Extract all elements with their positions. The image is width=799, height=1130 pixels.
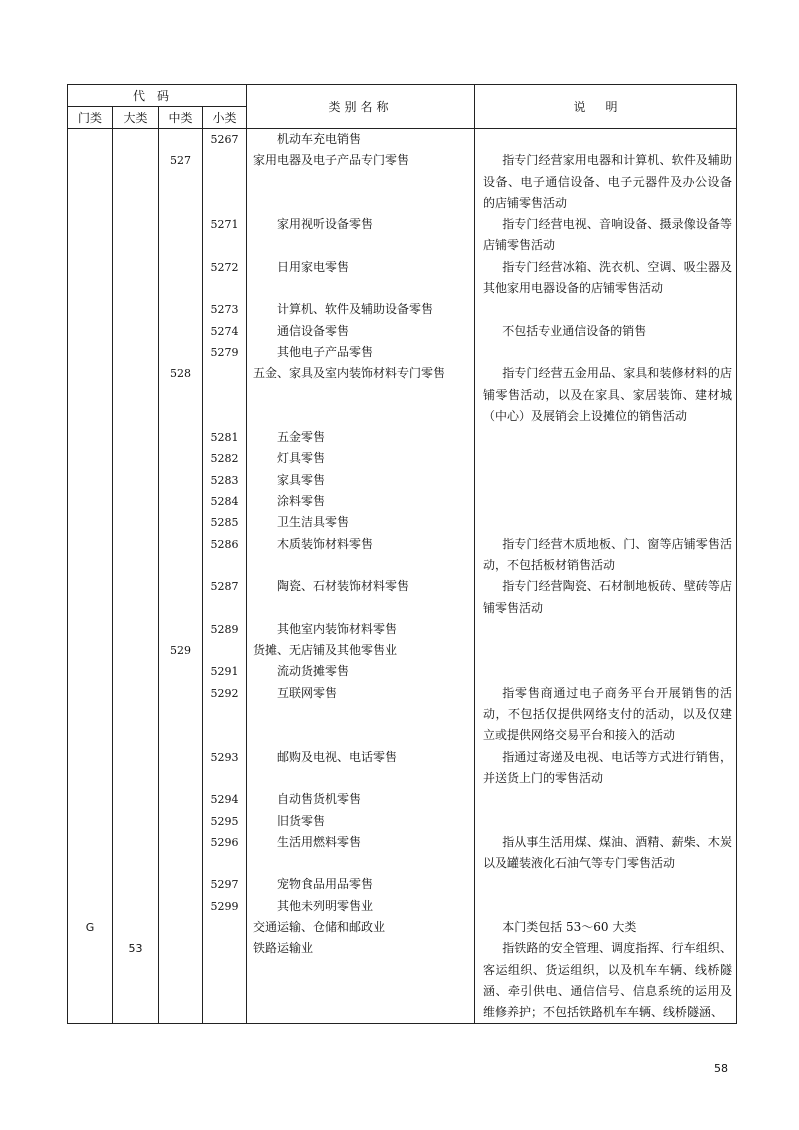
code-men bbox=[68, 342, 113, 363]
code-zhong: 528 bbox=[159, 363, 203, 427]
code-da bbox=[113, 150, 159, 214]
code-da bbox=[113, 811, 159, 832]
code-zhong bbox=[159, 747, 203, 790]
code-men bbox=[68, 470, 113, 491]
code-da bbox=[113, 512, 159, 533]
code-xiao: 5289 bbox=[203, 619, 247, 640]
code-zhong: 529 bbox=[159, 640, 203, 661]
code-da bbox=[113, 683, 159, 747]
code-men bbox=[68, 321, 113, 342]
code-xiao: 5291 bbox=[203, 661, 247, 682]
code-zhong bbox=[159, 299, 203, 320]
category-name: 灯具零售 bbox=[247, 448, 475, 469]
description-text: 指零售商通过电子商务平台开展销售的活动，不包括仅提供网络支付的活动，以及仅建立或提供网络交易平台和接入的活动 bbox=[483, 685, 733, 743]
category-description bbox=[475, 342, 737, 363]
code-da bbox=[113, 257, 159, 300]
category-description bbox=[475, 640, 737, 661]
category-description bbox=[475, 363, 737, 427]
code-zhong bbox=[159, 576, 203, 619]
category-name: 生活用燃料零售 bbox=[247, 832, 475, 875]
table-row bbox=[68, 640, 737, 661]
category-name: 机动车充电销售 bbox=[247, 129, 475, 151]
description-text: 指专门经营五金用品、家具和装修材料的店铺零售活动，以及在家具、家居装饰、建材城（中心）及展销会上设摊位的销售活动 bbox=[483, 366, 733, 423]
code-men bbox=[68, 576, 113, 619]
table-row bbox=[68, 896, 737, 917]
header-da: 大类 bbox=[113, 107, 159, 129]
table-header bbox=[68, 85, 737, 129]
code-xiao: 5279 bbox=[203, 342, 247, 363]
code-xiao: 5295 bbox=[203, 811, 247, 832]
code-zhong bbox=[159, 917, 203, 938]
code-xiao: 5297 bbox=[203, 874, 247, 895]
header-code: 代码 bbox=[68, 85, 247, 107]
code-zhong bbox=[159, 811, 203, 832]
category-description bbox=[475, 938, 737, 1024]
code-zhong bbox=[159, 470, 203, 491]
code-da bbox=[113, 470, 159, 491]
category-name: 铁路运输业 bbox=[247, 938, 475, 1024]
table-row bbox=[68, 874, 737, 895]
header-zhong: 中类 bbox=[159, 107, 203, 129]
table-row bbox=[68, 299, 737, 320]
code-da: 53 bbox=[113, 938, 159, 1024]
category-name: 自动售货机零售 bbox=[247, 789, 475, 810]
code-men bbox=[68, 874, 113, 895]
code-da bbox=[113, 214, 159, 257]
code-zhong: 527 bbox=[159, 150, 203, 214]
code-xiao: 5282 bbox=[203, 448, 247, 469]
code-da bbox=[113, 619, 159, 640]
code-zhong bbox=[159, 661, 203, 682]
code-men bbox=[68, 299, 113, 320]
code-xiao: 5281 bbox=[203, 427, 247, 448]
category-description bbox=[475, 576, 737, 619]
code-da bbox=[113, 576, 159, 619]
category-name: 其他未列明零售业 bbox=[247, 896, 475, 917]
header-xiao: 小类 bbox=[203, 107, 247, 129]
code-xiao: 5283 bbox=[203, 470, 247, 491]
table-row bbox=[68, 427, 737, 448]
code-zhong bbox=[159, 534, 203, 577]
code-zhong bbox=[159, 683, 203, 747]
description-text: 指铁路的安全管理、调度指挥、行车组织、客运组织、货运组织，以及机车车辆、线桥隧涵、牵引供电、通信信号、信息系统的运用及维修养护；不包括铁路机车车辆、线桥隧涵、 bbox=[483, 941, 733, 1020]
description-text: 指专门经营电视、音响设备、摄录像设备等店铺零售活动 bbox=[483, 217, 733, 253]
code-xiao bbox=[203, 640, 247, 661]
table-row bbox=[68, 129, 737, 151]
category-name: 计算机、软件及辅助设备零售 bbox=[247, 299, 475, 320]
category-description bbox=[475, 427, 737, 448]
table-row bbox=[68, 342, 737, 363]
table-row bbox=[68, 491, 737, 512]
table-row bbox=[68, 683, 737, 747]
code-da bbox=[113, 129, 159, 151]
code-da bbox=[113, 661, 159, 682]
code-xiao: 5293 bbox=[203, 747, 247, 790]
table-row bbox=[68, 661, 737, 682]
code-men bbox=[68, 427, 113, 448]
category-description bbox=[475, 619, 737, 640]
category-description bbox=[475, 150, 737, 214]
table-row bbox=[68, 832, 737, 875]
table-row bbox=[68, 811, 737, 832]
code-zhong bbox=[159, 257, 203, 300]
code-da bbox=[113, 448, 159, 469]
category-name: 卫生洁具零售 bbox=[247, 512, 475, 533]
category-name: 涂料零售 bbox=[247, 491, 475, 512]
code-da bbox=[113, 534, 159, 577]
category-description bbox=[475, 512, 737, 533]
description-text: 指专门经营陶瓷、石材制地板砖、壁砖等店铺零售活动 bbox=[483, 579, 733, 615]
code-men bbox=[68, 150, 113, 214]
code-xiao bbox=[203, 917, 247, 938]
code-da bbox=[113, 299, 159, 320]
code-zhong bbox=[159, 321, 203, 342]
category-name: 流动货摊零售 bbox=[247, 661, 475, 682]
code-zhong bbox=[159, 874, 203, 895]
code-men bbox=[68, 747, 113, 790]
header-category-name: 类别名称 bbox=[247, 85, 475, 129]
table-row bbox=[68, 619, 737, 640]
code-xiao: 5267 bbox=[203, 129, 247, 151]
code-xiao: 5271 bbox=[203, 214, 247, 257]
code-men bbox=[68, 512, 113, 533]
category-name: 家具零售 bbox=[247, 470, 475, 491]
table-row bbox=[68, 363, 737, 427]
code-xiao bbox=[203, 150, 247, 214]
code-men bbox=[68, 683, 113, 747]
description-text: 不包括专业通信设备的销售 bbox=[502, 323, 647, 338]
category-name: 家用视听设备零售 bbox=[247, 214, 475, 257]
category-description bbox=[475, 534, 737, 577]
table-row bbox=[68, 512, 737, 533]
code-xiao: 5296 bbox=[203, 832, 247, 875]
category-name: 陶瓷、石材装饰材料零售 bbox=[247, 576, 475, 619]
code-zhong bbox=[159, 129, 203, 151]
table-row bbox=[68, 470, 737, 491]
code-zhong bbox=[159, 448, 203, 469]
code-men bbox=[68, 214, 113, 257]
page-number: 58 bbox=[714, 1062, 728, 1075]
code-zhong bbox=[159, 214, 203, 257]
code-men bbox=[68, 661, 113, 682]
code-zhong bbox=[159, 512, 203, 533]
code-da bbox=[113, 747, 159, 790]
header-description: 说明 bbox=[475, 85, 737, 129]
table-row bbox=[68, 534, 737, 577]
category-description bbox=[475, 832, 737, 875]
category-name: 木质装饰材料零售 bbox=[247, 534, 475, 577]
category-name: 其他室内装饰材料零售 bbox=[247, 619, 475, 640]
category-description bbox=[475, 491, 737, 512]
code-da bbox=[113, 363, 159, 427]
code-men bbox=[68, 534, 113, 577]
table-row bbox=[68, 214, 737, 257]
code-xiao: 5292 bbox=[203, 683, 247, 747]
code-men bbox=[68, 938, 113, 1024]
code-men bbox=[68, 640, 113, 661]
classification-table bbox=[67, 84, 737, 1024]
code-xiao: 5294 bbox=[203, 789, 247, 810]
code-da bbox=[113, 832, 159, 875]
code-xiao: 5285 bbox=[203, 512, 247, 533]
table-body bbox=[68, 129, 737, 1024]
category-name: 其他电子产品零售 bbox=[247, 342, 475, 363]
category-name: 宠物食品用品零售 bbox=[247, 874, 475, 895]
category-description bbox=[475, 683, 737, 747]
category-description bbox=[475, 811, 737, 832]
table-row bbox=[68, 150, 737, 214]
category-name: 旧货零售 bbox=[247, 811, 475, 832]
table-row bbox=[68, 938, 737, 1024]
code-xiao: 5286 bbox=[203, 534, 247, 577]
table-row bbox=[68, 257, 737, 300]
code-men bbox=[68, 832, 113, 875]
table-row bbox=[68, 917, 737, 938]
code-xiao bbox=[203, 938, 247, 1024]
code-zhong bbox=[159, 342, 203, 363]
code-zhong bbox=[159, 491, 203, 512]
description-text: 本门类包括 53～60 大类 bbox=[502, 919, 637, 934]
code-men bbox=[68, 491, 113, 512]
category-name: 交通运输、仓储和邮政业 bbox=[247, 917, 475, 938]
category-description bbox=[475, 299, 737, 320]
table-row bbox=[68, 576, 737, 619]
description-text: 指专门经营家用电器和计算机、软件及辅助设备、电子通信设备、电子元器件及办公设备的店铺零售活动 bbox=[483, 153, 733, 210]
category-description bbox=[475, 661, 737, 682]
description-text: 指通过寄递及电视、电话等方式进行销售，并送货上门的零售活动 bbox=[483, 749, 733, 785]
code-xiao: 5272 bbox=[203, 257, 247, 300]
code-da bbox=[113, 321, 159, 342]
description-text: 指从事生活用煤、煤油、酒精、薪柴、木炭以及罐装液化石油气等专门零售活动 bbox=[483, 834, 733, 871]
code-da bbox=[113, 640, 159, 661]
code-zhong bbox=[159, 427, 203, 448]
code-men bbox=[68, 811, 113, 832]
table-row bbox=[68, 789, 737, 810]
category-description bbox=[475, 257, 737, 300]
code-zhong bbox=[159, 619, 203, 640]
table-row bbox=[68, 321, 737, 342]
code-xiao: 5287 bbox=[203, 576, 247, 619]
code-men bbox=[68, 257, 113, 300]
code-xiao: 5274 bbox=[203, 321, 247, 342]
code-xiao: 5299 bbox=[203, 896, 247, 917]
code-men bbox=[68, 619, 113, 640]
table-row bbox=[68, 747, 737, 790]
code-men bbox=[68, 129, 113, 151]
code-men: G bbox=[68, 917, 113, 938]
table-row bbox=[68, 448, 737, 469]
code-men bbox=[68, 363, 113, 427]
header-men: 门类 bbox=[68, 107, 113, 129]
category-description bbox=[475, 874, 737, 895]
category-description bbox=[475, 448, 737, 469]
code-da bbox=[113, 917, 159, 938]
category-name: 五金、家具及室内装饰材料专门零售 bbox=[247, 363, 475, 427]
category-name: 货摊、无店铺及其他零售业 bbox=[247, 640, 475, 661]
category-description bbox=[475, 214, 737, 257]
description-text: 指专门经营木质地板、门、窗等店铺零售活动，不包括板材销售活动 bbox=[483, 536, 733, 572]
category-description bbox=[475, 321, 737, 342]
code-da bbox=[113, 491, 159, 512]
code-xiao bbox=[203, 363, 247, 427]
category-name: 通信设备零售 bbox=[247, 321, 475, 342]
code-zhong bbox=[159, 896, 203, 917]
code-da bbox=[113, 342, 159, 363]
category-description bbox=[475, 896, 737, 917]
category-name: 五金零售 bbox=[247, 427, 475, 448]
code-zhong bbox=[159, 938, 203, 1024]
category-name: 家用电器及电子产品专门零售 bbox=[247, 150, 475, 214]
code-men bbox=[68, 448, 113, 469]
category-description bbox=[475, 129, 737, 151]
category-name: 日用家电零售 bbox=[247, 257, 475, 300]
category-description bbox=[475, 747, 737, 790]
code-men bbox=[68, 896, 113, 917]
code-men bbox=[68, 789, 113, 810]
code-da bbox=[113, 874, 159, 895]
code-da bbox=[113, 427, 159, 448]
category-description bbox=[475, 789, 737, 810]
category-description bbox=[475, 917, 737, 938]
code-xiao: 5284 bbox=[203, 491, 247, 512]
code-da bbox=[113, 789, 159, 810]
code-xiao: 5273 bbox=[203, 299, 247, 320]
code-zhong bbox=[159, 832, 203, 875]
code-zhong bbox=[159, 789, 203, 810]
category-description bbox=[475, 470, 737, 491]
code-da bbox=[113, 896, 159, 917]
category-name: 互联网零售 bbox=[247, 683, 475, 747]
description-text: 指专门经营冰箱、洗衣机、空调、吸尘器及其他家用电器设备的店铺零售活动 bbox=[483, 259, 733, 296]
category-name: 邮购及电视、电话零售 bbox=[247, 747, 475, 790]
